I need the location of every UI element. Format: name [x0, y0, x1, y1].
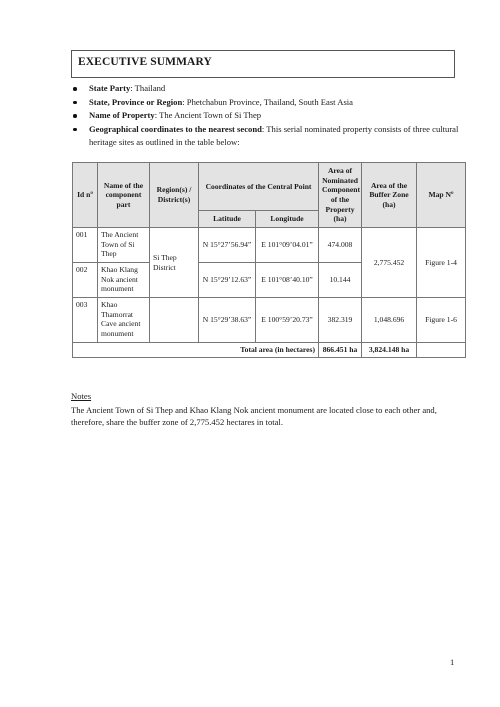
cell-latitude: N 15°29’12.63”: [199, 263, 256, 298]
cell-id: 002: [73, 263, 98, 298]
notes-body: The Ancient Town of Si Thep and Khao Klang Nok ancient monument are located close to each other and, therefore, share the buffer zone of 2,775.452 hectares in total.: [71, 405, 437, 427]
cell-name: Khao Klang Nok ancient monument: [98, 263, 150, 298]
cell-area: 10.144: [319, 263, 362, 298]
table-row: [73, 298, 466, 343]
cell-longitude: E 101°09’04.01”: [256, 228, 319, 263]
cell-region-empty: [150, 298, 199, 343]
header-area: Area of Nominated Component of the Property (ha): [319, 163, 362, 228]
total-area: 866.451 ha: [319, 343, 362, 358]
bullet-label: Name of Property: [89, 110, 155, 120]
total-buffer-zone: 3,824.148 ha: [362, 343, 417, 358]
table-header-row: [73, 163, 466, 211]
heritage-sites-table: [72, 162, 466, 358]
bullet-text: : The Ancient Town of Si Thep: [154, 110, 262, 120]
cell-buffer-zone: 2,775.452: [362, 228, 417, 298]
summary-bullet-list: [71, 82, 471, 150]
header-latitude: Latitude: [199, 211, 256, 228]
page-number: 1: [450, 657, 455, 667]
cell-latitude: N 15°27’56.94”: [199, 228, 256, 263]
cell-map: Figure 1-4: [417, 228, 466, 298]
cell-area: 474.008: [319, 228, 362, 263]
bullet-text: : Thailand: [130, 83, 166, 93]
cell-latitude: N 15°29’38.63”: [199, 298, 256, 343]
header-component-name: Name of the component part: [98, 163, 150, 228]
header-region: Region(s) / District(s): [150, 163, 199, 228]
header-longitude: Longitude: [256, 211, 319, 228]
bullet-label: State, Province or Region: [89, 96, 183, 107]
total-map-empty: [417, 343, 466, 358]
cell-region: Si Thep District: [150, 228, 199, 298]
bullet-label: State Party: [89, 83, 131, 93]
cell-id: 001: [73, 228, 98, 263]
total-label: Total area (in hectares): [73, 343, 319, 358]
list-item-region: [71, 96, 471, 110]
bullet-text: : This serial nominated property consists of three cultural heritage sites as outlined in the table below:: [89, 123, 459, 147]
header-map: Map Nº: [417, 163, 466, 228]
cell-longitude: E 100°59’20.73”: [256, 298, 319, 343]
header-id: Id nº: [73, 163, 98, 228]
table-total-row: [73, 343, 466, 358]
executive-summary-heading-box: [71, 50, 455, 78]
header-coordinates: Coordinates of the Central Point: [199, 163, 319, 211]
bullet-text: : Phetchabun Province, Thailand, South East Asia: [182, 96, 353, 107]
list-item-coordinates: [71, 123, 471, 150]
cell-map: Figure 1-6: [417, 298, 466, 343]
cell-name: Khao Thamorrat Cave ancient monument: [98, 298, 150, 343]
cell-id: 003: [73, 298, 98, 343]
list-item-property-name: [71, 109, 471, 123]
notes-heading: Notes: [71, 391, 92, 401]
cell-longitude: E 101°08’40.10”: [256, 263, 319, 298]
cell-buffer-zone: 1,048.696: [362, 298, 417, 343]
bullet-label: Geographical coordinates to the nearest second: [89, 123, 262, 134]
page-title: EXECUTIVE SUMMARY: [78, 56, 212, 68]
list-item-state-party: [71, 82, 471, 96]
cell-name: The Ancient Town of Si Thep: [98, 228, 150, 263]
cell-area: 382.319: [319, 298, 362, 343]
header-buffer-zone: Area of the Buffer Zone (ha): [362, 163, 417, 228]
table-row: [73, 228, 466, 263]
